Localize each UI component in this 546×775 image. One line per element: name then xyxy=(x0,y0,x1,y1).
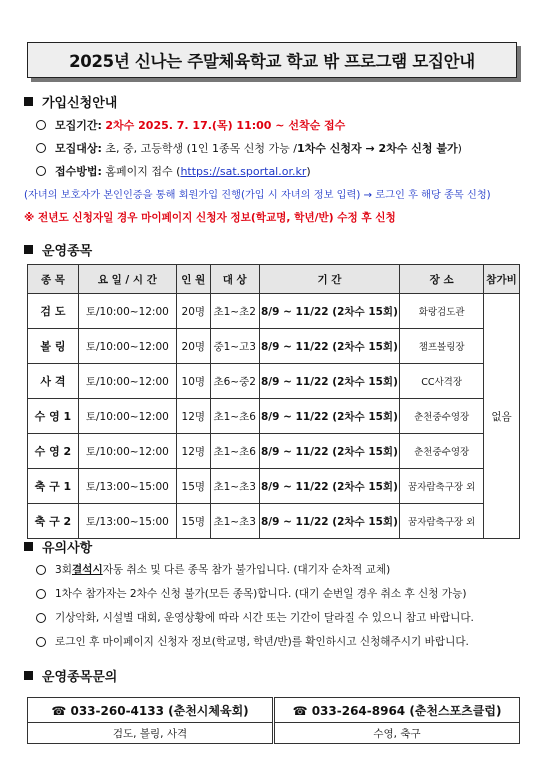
cell-people: 15명 xyxy=(176,504,210,539)
cell-period: 8/9 ~ 11/22 (2차수 15회) xyxy=(259,329,400,364)
cell-time: 토/13:00~15:00 xyxy=(78,469,176,504)
header-period: 기 간 xyxy=(259,265,400,294)
circle-bullet-icon xyxy=(36,120,46,130)
target-restriction: 1차수 신청자 → 2차수 신청 불가 xyxy=(297,142,458,155)
cell-target: 초6~중2 xyxy=(210,364,259,399)
cell-time: 토/10:00~12:00 xyxy=(78,434,176,469)
circle-bullet-icon xyxy=(36,637,46,647)
section-cautions-heading xyxy=(24,537,92,556)
cell-people: 20명 xyxy=(176,329,210,364)
square-bullet-icon xyxy=(24,97,33,106)
cell-time: 토/10:00~12:00 xyxy=(78,364,176,399)
signup-note: (자녀의 보호자가 본인인증을 통해 회원가입 진행(가입 시 자녀의 정보 입력) → 로그인 후 해당 종목 신청) xyxy=(24,190,491,201)
method-end: ) xyxy=(306,164,311,178)
cell-time: 토/10:00~12:00 xyxy=(78,399,176,434)
returning-applicant-note: ※ 전년도 신청자일 경우 마이페이지 신청자 정보(학교명, 학년/반) 수정 후 신청 xyxy=(24,212,396,224)
circle-bullet-icon xyxy=(36,613,46,623)
table-header-row xyxy=(28,265,520,294)
square-bullet-icon xyxy=(24,671,33,680)
table-row xyxy=(28,434,520,469)
section-contact-heading xyxy=(24,666,117,685)
cell-people: 10명 xyxy=(176,364,210,399)
cell-period: 8/9 ~ 11/22 (2차수 15회) xyxy=(259,504,400,539)
cell-target: 초1~초3 xyxy=(210,504,259,539)
table-row xyxy=(28,399,520,434)
cell-place: 춘천중수영장 xyxy=(400,434,484,469)
cell-place: 꿈자람축구장 외 xyxy=(400,504,484,539)
cell-place: 춘천중수영장 xyxy=(400,399,484,434)
program-schedule-table xyxy=(27,264,520,539)
page-title: 2025년 신나는 주말체육학교 학교 밖 프로그램 모집안내 xyxy=(27,42,517,78)
caution-item xyxy=(36,634,469,649)
cell-period: 8/9 ~ 11/22 (2차수 15회) xyxy=(259,434,400,469)
caution-2-text: 1차수 참가자는 2차수 신청 불가(모든 종목)합니다. (대기 순번일 경우 취소 후 신청 가능) xyxy=(55,588,467,600)
caution-4-text: 로그인 후 마이페이지 신청자 정보(학교명, 학년/반)를 확인하시고 신청해주시기 바랍니다. xyxy=(55,636,469,648)
cell-fee: 없음 xyxy=(484,294,520,539)
section-cautions-title: 유의사항 xyxy=(42,541,93,556)
cell-place: 꿈자람축구장 외 xyxy=(400,469,484,504)
caution-1-pre: 3회 xyxy=(55,564,72,576)
target-text: 초, 중, 고등학생 (1인 1종목 신청 가능 / xyxy=(105,142,298,155)
contact-sports-1: 검도, 볼링, 사격 xyxy=(28,723,274,744)
section-contact-title: 운영종목문의 xyxy=(42,670,118,685)
caution-item xyxy=(36,562,390,577)
table-row xyxy=(28,294,520,329)
square-bullet-icon xyxy=(24,542,33,551)
table-row xyxy=(28,469,520,504)
cell-people: 15명 xyxy=(176,469,210,504)
cell-period: 8/9 ~ 11/22 (2차수 15회) xyxy=(259,294,400,329)
header-fee: 참가비 xyxy=(484,265,520,294)
cell-sport: 사 격 xyxy=(28,364,79,399)
cell-sport: 볼 링 xyxy=(28,329,79,364)
cell-target: 중1~고3 xyxy=(210,329,259,364)
cell-sport: 축 구 1 xyxy=(28,469,79,504)
contact-phone-row xyxy=(28,698,520,723)
cell-people: 20명 xyxy=(176,294,210,329)
period-label: 모집기간: xyxy=(55,119,102,132)
section-apply-title: 가입신청안내 xyxy=(42,96,118,111)
cell-sport: 수 영 1 xyxy=(28,399,79,434)
apply-target-row xyxy=(36,140,462,156)
caution-1-bold: 결석시 xyxy=(71,564,103,576)
table-row xyxy=(28,504,520,539)
cell-people: 12명 xyxy=(176,399,210,434)
square-bullet-icon xyxy=(24,245,33,254)
section-programs-heading xyxy=(24,240,92,259)
cell-people: 12명 xyxy=(176,434,210,469)
section-apply-heading xyxy=(24,92,117,111)
contact-phone-1[interactable]: ☎ 033-260-4133 (춘천시체육회) xyxy=(28,698,274,723)
method-text: 홈페이지 접수 ( xyxy=(105,165,181,178)
cell-time: 토/10:00~12:00 xyxy=(78,329,176,364)
cell-period: 8/9 ~ 11/22 (2차수 15회) xyxy=(259,399,400,434)
cell-place: 화랑검도관 xyxy=(400,294,484,329)
cell-place: CC사격장 xyxy=(400,364,484,399)
circle-bullet-icon xyxy=(36,166,46,176)
apply-method-row xyxy=(36,163,311,179)
period-value: 2차수 2025. 7. 17.(목) 11:00 ~ 선착순 접수 xyxy=(105,119,346,132)
header-target: 대 상 xyxy=(210,265,259,294)
contact-sports-2: 수영, 축구 xyxy=(274,723,520,744)
target-end: ) xyxy=(457,141,462,155)
cell-target: 초1~초2 xyxy=(210,294,259,329)
target-label: 모집대상: xyxy=(55,142,102,155)
section-programs-title: 운영종목 xyxy=(42,244,93,259)
apply-period-row xyxy=(36,117,345,133)
cell-place: 챔프볼링장 xyxy=(400,329,484,364)
method-label: 접수방법: xyxy=(55,165,102,178)
cell-sport: 축 구 2 xyxy=(28,504,79,539)
caution-item xyxy=(36,610,474,625)
caution-3-text: 기상악화, 시설별 대회, 운영상황에 따라 시간 또는 기간이 달라질 수 있으니 참고 바랍니다. xyxy=(55,612,474,624)
caution-1-post: 자동 취소 및 다른 종목 참가 불가입니다. (대기자 순차적 교체) xyxy=(102,564,391,576)
signup-link[interactable]: https://sat.sportal.or.kr xyxy=(180,164,307,178)
cell-target: 초1~초6 xyxy=(210,399,259,434)
cell-time: 토/13:00~15:00 xyxy=(78,504,176,539)
cell-time: 토/10:00~12:00 xyxy=(78,294,176,329)
caution-item xyxy=(36,586,467,601)
table-row xyxy=(28,329,520,364)
contact-table xyxy=(27,697,520,744)
circle-bullet-icon xyxy=(36,565,46,575)
cell-target: 초1~초6 xyxy=(210,434,259,469)
cell-period: 8/9 ~ 11/22 (2차수 15회) xyxy=(259,364,400,399)
cell-period: 8/9 ~ 11/22 (2차수 15회) xyxy=(259,469,400,504)
circle-bullet-icon xyxy=(36,589,46,599)
header-people: 인 원 xyxy=(176,265,210,294)
header-place: 장 소 xyxy=(400,265,484,294)
cell-target: 초1~초3 xyxy=(210,469,259,504)
contact-sports-row xyxy=(28,723,520,744)
cell-sport: 수 영 2 xyxy=(28,434,79,469)
cell-sport: 검 도 xyxy=(28,294,79,329)
table-row xyxy=(28,364,520,399)
circle-bullet-icon xyxy=(36,143,46,153)
header-sport: 종 목 xyxy=(28,265,79,294)
contact-phone-2[interactable]: ☎ 033-264-8964 (춘천스포츠클럽) xyxy=(274,698,520,723)
header-time: 요 일 / 시 간 xyxy=(78,265,176,294)
